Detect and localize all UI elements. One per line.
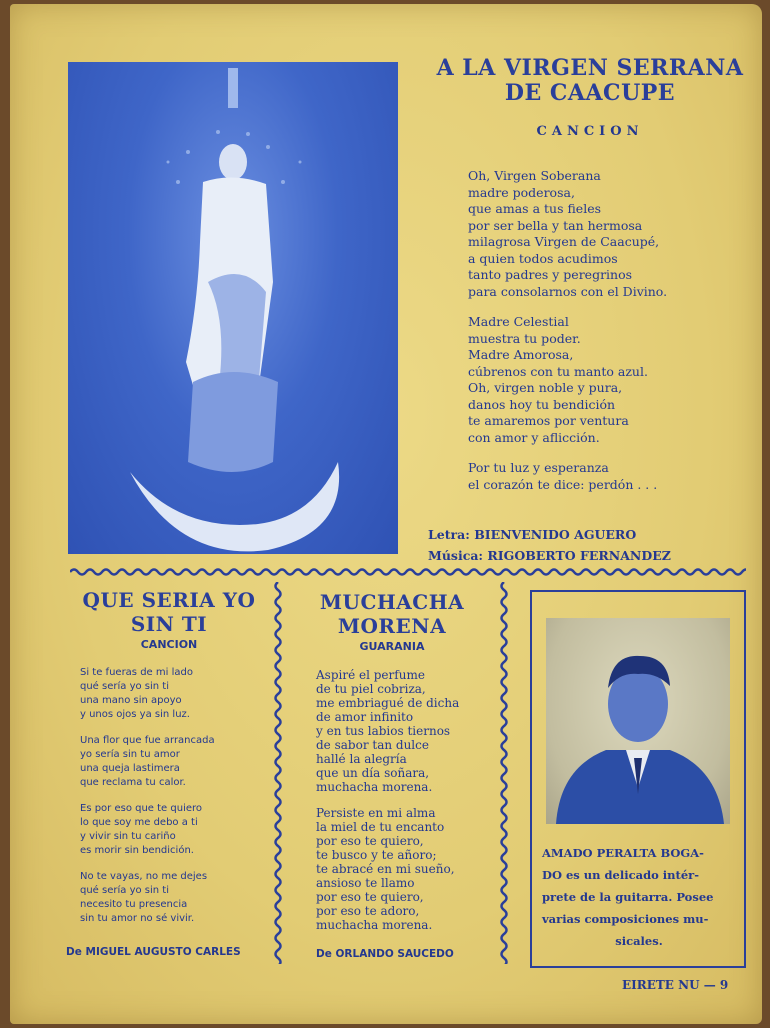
lyric-line: una mano sin apoyo — [80, 695, 182, 706]
lyric-line: madre poderosa, — [468, 184, 575, 200]
stanza — [468, 460, 768, 493]
lyric-line: el corazón te dice: perdón . . . — [468, 476, 658, 492]
lyric-line: Oh, Virgen Soberana — [468, 168, 601, 183]
lyric-line: una queja lastimera — [80, 763, 180, 774]
lyric-line: de amor infinito — [316, 710, 414, 724]
magazine-page — [10, 4, 762, 1024]
virgin-statue-image — [68, 62, 398, 554]
musician-bio — [542, 842, 736, 952]
lyric-line: hallé la alegría — [316, 752, 407, 766]
bio-line: sicales. — [615, 934, 663, 948]
lyric-line: muchacha morena. — [316, 780, 433, 794]
song1-lyrics — [468, 168, 768, 507]
music-label: Música: — [428, 548, 484, 563]
lyric-line: Por tu luz y esperanza — [468, 460, 609, 475]
song3-lyrics — [316, 668, 516, 944]
musician-photo — [546, 618, 730, 824]
stanza — [316, 668, 516, 794]
lyric-line: de sabor tan dulce — [316, 738, 429, 752]
song2-genre: CANCION — [140, 638, 198, 651]
lyric-line: lo que soy me debo a ti — [80, 817, 198, 828]
stanza — [80, 734, 280, 790]
lyric-line: ansioso te llamo — [316, 876, 415, 890]
lyric-line: Madre Celestial — [468, 314, 569, 329]
lyric-line: y vivir sin tu cariño — [80, 831, 176, 842]
stanza — [80, 870, 280, 926]
song1-title: A LA VIRGEN SERRANA DE CAACUPE — [436, 55, 744, 106]
lyric-line: es morir sin bendición. — [80, 845, 194, 856]
lyric-line: por eso te quiero, — [316, 890, 424, 904]
lyric-line: Una flor que fue arrancada — [80, 735, 215, 746]
song3-author: De ORLANDO SAUCEDO — [316, 948, 454, 960]
lyric-line: muchacha morena. — [316, 918, 433, 932]
stanza — [80, 666, 280, 722]
lyric-line: milagrosa Virgen de Caacupé, — [468, 234, 660, 249]
lyric-line: tanto padres y peregrinos — [468, 267, 633, 282]
lyrics-author: BIENVENIDO AGUERO — [474, 527, 637, 542]
song3-title: MUCHACHA MORENA — [319, 590, 465, 638]
lyric-line: Si te fueras de mi lado — [80, 667, 193, 678]
lyric-line: que amas a tus fieles — [468, 201, 602, 216]
profile-box — [530, 590, 746, 968]
lyric-line: necesito tu presencia — [80, 899, 188, 910]
lyric-line: Aspiré el perfume — [316, 668, 425, 682]
lyric-line: No te vayas, no me dejes — [80, 871, 208, 882]
bio-line: AMADO PERALTA BOGA- — [542, 846, 704, 860]
lyric-line: sin tu amor no sé vivir. — [80, 913, 195, 924]
lyric-line: te amaremos por ventura — [468, 413, 629, 428]
lyric-line: y en tus labios tiernos — [316, 724, 451, 738]
lyric-line: por eso te quiero, — [316, 834, 424, 848]
song3-genre: GUARANIA — [359, 640, 425, 653]
lyric-line: qué sería yo sin ti — [80, 885, 169, 896]
song2-author: De MIGUEL AUGUSTO CARLES — [66, 946, 241, 958]
lyric-line: de tu piel cobriza, — [316, 682, 426, 696]
lyric-line: me embriagué de dicha — [316, 696, 460, 710]
wavy-divider-horizontal — [70, 566, 746, 578]
music-author: RIGOBERTO FERNANDEZ — [487, 548, 671, 563]
lyric-line: la miel de tu encanto — [316, 820, 445, 834]
lyric-line: danos hoy tu bendición — [468, 396, 616, 412]
lyrics-label: Letra: — [428, 527, 470, 542]
stanza — [468, 314, 768, 446]
song1-credits — [428, 524, 671, 566]
song2-title: QUE SERIA YO SIN TI — [82, 588, 256, 636]
song1-genre: CANCION — [536, 124, 644, 139]
lyric-line: que reclama tu calor. — [80, 777, 186, 788]
song2-lyrics — [80, 666, 280, 938]
lyric-line: para consolarnos con el Divino. — [468, 283, 668, 299]
lyric-line: te busco y te añoro; — [316, 848, 437, 862]
page-footer: EIRETE NU — 9 — [622, 978, 729, 992]
lyric-line: yo sería sin tu amor — [80, 749, 180, 760]
bio-line: DO es un delicado intér- — [542, 868, 699, 882]
lyric-line: Es por eso que te quiero — [80, 803, 203, 814]
lyric-line: cúbrenos con tu manto azul. — [468, 363, 648, 379]
lyric-line: por ser bella y tan hermosa — [468, 217, 643, 233]
lyric-line: a quien todos acudimos — [468, 250, 618, 266]
lyric-line: por eso te adoro, — [316, 904, 420, 918]
lyric-line: muestra tu poder. — [468, 330, 581, 346]
bio-line: prete de la guitarra. Posee — [542, 890, 714, 904]
lyric-line: Persiste en mi alma — [316, 806, 436, 820]
stanza — [316, 806, 516, 932]
lyric-line: y unos ojos ya sin luz. — [80, 709, 190, 720]
lyric-line: te abracé en mi sueño, — [316, 862, 455, 876]
bio-line: varias composiciones mu- — [542, 912, 709, 926]
lyric-line: que un día soñara, — [316, 766, 430, 780]
lyric-line: Madre Amorosa, — [468, 347, 574, 362]
stanza — [468, 168, 768, 300]
stanza — [80, 802, 280, 858]
lyric-line: qué sería yo sin ti — [80, 681, 169, 692]
lyric-line: Oh, virgen noble y pura, — [468, 380, 623, 395]
lyric-line: con amor y aflicción. — [468, 429, 600, 445]
